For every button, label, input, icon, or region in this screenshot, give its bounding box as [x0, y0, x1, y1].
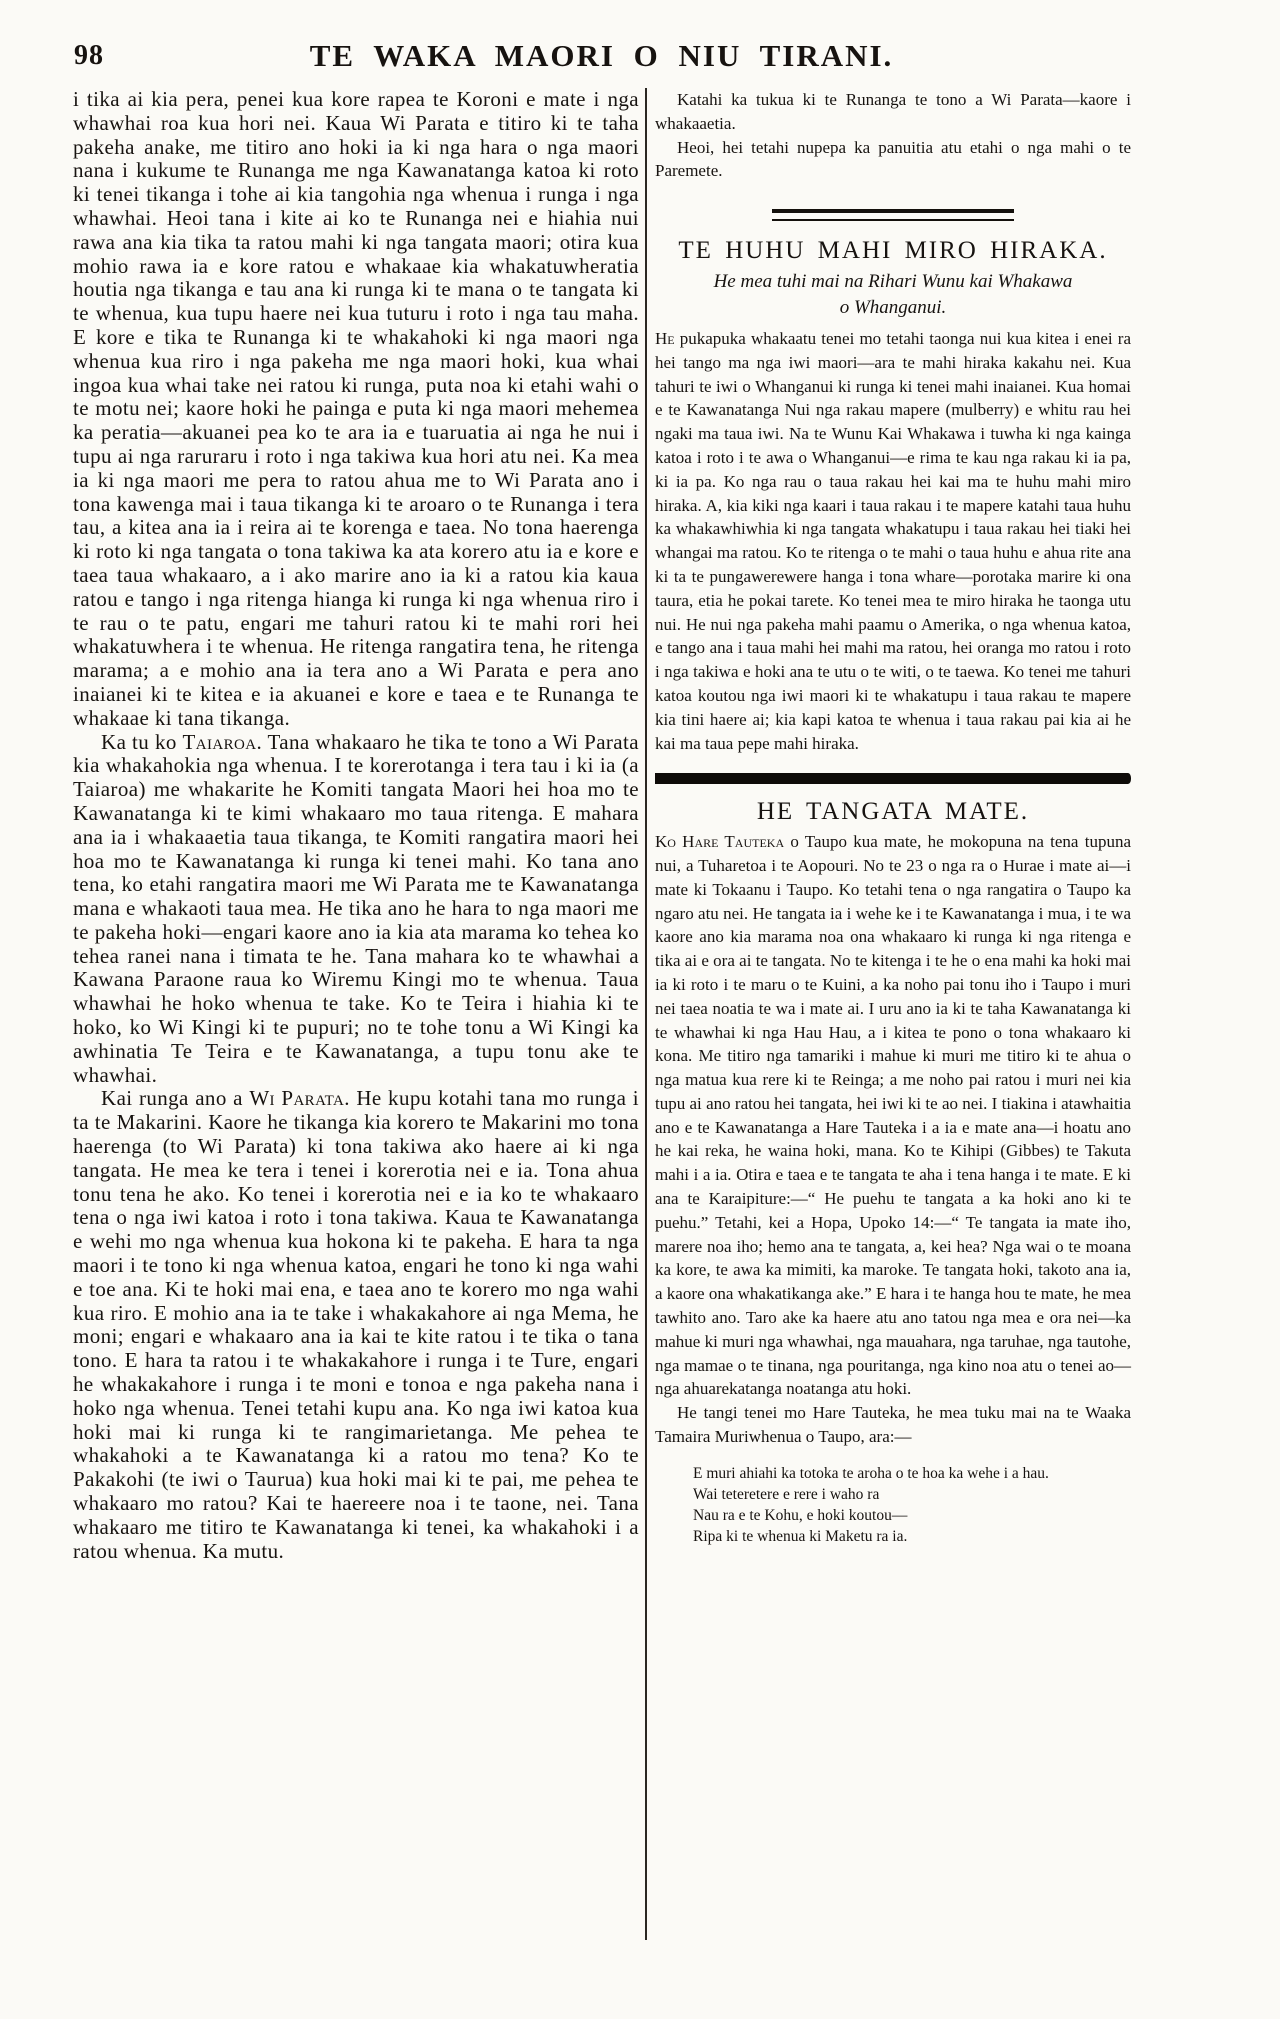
small-caps-name: Wi Parata — [249, 1086, 345, 1111]
paragraph — [655, 136, 1131, 184]
article-silkworm — [655, 239, 1131, 755]
text-run: Ka tu ko — [101, 729, 183, 754]
article-heading-obituary: HE TANGATA MATE. — [756, 798, 1030, 826]
verse-line: Nau ra e te Kohu, e hoki koutou— — [693, 1506, 908, 1524]
right-column — [655, 88, 1131, 1547]
thick-rule — [655, 773, 1131, 784]
paragraph — [655, 1401, 1131, 1449]
small-caps-name: Taiaroa — [182, 729, 257, 754]
verse-line: Ripa ki te whenua ki Maketu ra ia. — [693, 1527, 908, 1545]
lament-verse — [693, 1463, 1131, 1547]
text-run: . Tana whakaaro he tika te tono a Wi Parata kia whakahokia nga whenua. I te korerotanga i tera tau i ki ia (a Taiaroa) me whakarite he Komiti tangata Maori hei hoa mo te Kawanatanga ki te kimi whakaaro mo taua ritenga. E mahara ana ia i whakaaetia taua tikanga, te Komiti rangatira maori hei hoa mo te Kawanatanga ki runga ki tenei mahi. Ko tana ano tena, ko etahi rangatira maori me Wi Parata me te Kawanatanga mana e whakaoti taua mea. He tika ano he hara to nga maori me te pakeha hoki—engari kaore ano ia kia ata marama ko tehea ko tehea ranei nana i timata te he. Tana mahara ko te whawhai a Kawana Paraone raua ko Wiremu Kingi mo te whenua. Taua whawhai he hoko whenua te take. Ko te Teira i hiahia ki te hoko, ko Wi Kingi ki te pupuri; no te tohe tonu a Wi Kingi ka awhinatia Te Teira e te Kawanatanga, a tupu tonu ake te whawhai. — [73, 729, 639, 1087]
text-run: Katahi ka tukua ki te Runanga te tono a Wi Parata—kaore i whakaaetia. — [655, 90, 1131, 133]
byline-line-1: He mea tuhi mai na Rihari Wunu kai Whakawa — [713, 270, 1073, 292]
byline-line-2: o Whanganui. — [839, 296, 947, 318]
paragraph — [73, 88, 639, 731]
article-obituary-body — [655, 830, 1131, 1449]
masthead-title: TE WAKA MAORI O NIU TIRANI. — [309, 38, 894, 73]
paragraph — [655, 830, 1131, 1401]
paragraph — [655, 88, 1131, 136]
verse-line: E muri ahiahi ka totoka te aroha o te hoa ka wehe i a hau. — [693, 1464, 1049, 1482]
verse-line: Wai teteretere e rere i waho ra — [693, 1485, 880, 1503]
text-run: o Taupo kua mate, he mokopuna na tena tupuna nui, a Tuharetoa i te Aopouri. No te 23 o nga ra o Hurae i mate ai—i mate ki Tokaanu i Taupo. Ko tetahi tena o nga rangatira o Taupo ka ngaro atu nei. He tangata ia i wehe ke i te Kawanatanga i mua, i te wa kaore ano kia marama noa ona whakaaro ki runga ki nga ritenga e tika ai e ora ai te tangata. No te kitenga i te he o ena mahi ka hoki mai ia ki roto i te maru o te Kuini, a ka noho pai tonu iho i Taupo i muri nei taea noatia te wa i mate ai. I uru ano ia ki te taha Kawanatanga ki te whawhai ki nga Hau Hau, a i kitea te pono o tona whakaaro ki kona. Me titiro nga tamariki i mahue ki muri me titiro ki te ahua o nga matua kua rere ki te Reinga; a me noho pai ratou i muri nei kia tupu ai ano ratou hei tangata, hei iwi ki te ao nei. I tiakina i atawhaitia ano e te Kawanatanga a Hare Tauteka i a ia e mate ana—i hoatu ano he kai reka, he waina hoki, mana. Ko te Kihipi (Gibbes) te Takuta mahi i a ia. Otira e taea e te tangata te aha i tena hanga i te mate. E ki ana te Karaipiture:—“ He puehu te tangata a ka hoki ano ki te puehu.” Tetahi, kei a Hopa, Upoko 14:—“ Te tangata ia mate iho, marere noa iho; hemo ana te tangata, a, kei hea? Nga wai o te moana ka kore, te awa ka mimiti, ka maroke. Te tangata hoki, takoto ana ia, a kaore ona whakatikanga ake.” E hara i te hanga hou te mate, he mea tawhito ano. Taro ake ka haere atu ano tatou nga mea e ora nei—ka mahue ki muri nga whawhai, nga mauahara, nga taruhae, nga tautohe, nga mamae o te tinana, nga pouritanga, nga kino noa atu o tenei ao—nga ahuarekatanga noatanga atu hoki. — [655, 832, 1131, 1399]
text-run: pukapuka whakaatu tenei mo tetahi taonga nui kua kitea i enei ra hei tango ma nga iwi maori—ara te mahi hiraka kakahu nei. Kua tahuri te iwi o Whanganui ki runga ki tenei mahi inaianei. Kua homai e te Kawanatanga Nui nga rakau mapere (mulberry) e whitu rau hei ngaki ma taua iwi. Na te Wunu Kai Whakawa i tuwha ki nga kainga katoa i roto i te awa o Whanganui—e rima te kau nga rakau ki ia pa, ki ia pa. Ko nga rau o taua rakau hei kai ma te huhu mahi miro hiraka. A, kia kiki nga kaari i taua rakau i te mapere katahi taua huhu ka whakawhiwhia ki nga tangata whakatupu i taua rakau hei tiaki hei whangai ma ratou. Ko te ritenga o te mahi o taua huhu e ahua rite ana ki ta te pungawerewere hanga i tona whare—porotaka marire ki ona taura, etia he pokai tarete. Ko tenei mea te miro hiraka he taonga utu nui. He nui nga pakeha mahi paamu o Amerika, o nga whenua katoa, e tango ana i taua mahi hei mahi ma ratou, hei oranga mo ratou i roto i nga takiwa e hoki ana te utu o te witi, o te taewa. Ko tenei me tahuri katoa koutou nga iwi maori ki te whakatupu i taua rakau te mapere kia tini haere ai; kia kapi katoa te whenua i taua rakau pai kia ai he kai ma taua pepe mahi hiraka. — [655, 328, 1131, 753]
article-heading-silkworm: TE HUHU MAHI MIRO HIRAKA. — [678, 237, 1108, 265]
paragraph — [655, 327, 1131, 755]
double-rule — [772, 209, 1014, 221]
parliament-note — [655, 88, 1131, 183]
text-run: i tika ai kia pera, penei kua kore rapea te Koroni e mate i nga whawhai roa kua hori nei. Kaua Wi Parata e titiro ki te taha pakeha anake, me titiro ano hoki ia ki nga hara o nga maori nana i kukume te Runanga me nga Kawanatanga katoa ki roto ki tenei tikanga i tohe ai kia tangohia nga whenua i runga i nga whawhai. Heoi tana i kite ai ko te Runanga nei e hiahia nui rawa ana kia tika ta ratou mahi ki nga tangata maori; otira kua mohio rawa ia e kore ratou e whakaae kia whakatuwheratia houtia nga tikanga e tau ana ki runga ki te mana o te tangata ki te whenua, kua tupu haere nei kua tuturu i roto i nga tau maha. E kore e tika te Runanga ki te whakahoki ki nga maori nga whenua kua riro i nga pakeha me nga maori hoki, kua whai ingoa kua whai take nei ratou ki runga, puta noa ki etahi wahi o te motu nei; kaore hoki he painga e puta ki nga maori mehemea ka peratia—akuanei pea ko te ara ia e tuaruatia ai nga he nui i tupu ai nga raruraru i roto i nga takiwa kua hori atu nei. Ka mea ia ki nga maori me pera to ratou ahua me to Wi Parata ano i tona kawenga mai i taua tikanga ki te aroaro o te Runanga i tera tau, a kitea ana ia i reira ai te korenga e taea. No tona haerenga ki roto ki nga tangata o tona takiwa ka ata korero atu ia e kore e taea taua whakaaro, a i ako marire ano ia ki a ratou kia kaua ratou e tango i nga ritenga hianga ki runga ki nga whenua riro i te rau o te patu, engari me tahuri ratou ki te mahi rori hei whakatuwhera i te whenua. He ritenga rangatira tena, he ritenga marama; a e mohio ana ia tera ano a Wi Parata e pera ano inaianei ki te kitea e ia akuanei e kore e taea e te Runanga te whakaae ki tana tikanga. — [73, 87, 639, 730]
article-silkworm-body — [655, 327, 1131, 755]
small-caps-name: He — [655, 328, 675, 348]
paragraph — [73, 1087, 639, 1563]
article-obituary — [655, 800, 1131, 1547]
page-number: 98 — [74, 40, 104, 71]
text-run: . He kupu kotahi tana mo runga i ta te Makarini. Kaore he tikanga kia korero te Makarini mo tona haerenga (to Wi Parata) ki tona takiwa ako haere ai ki nga tangata. He mea ke tera i tenei i korerotia nei e ia. Tona ahua tonu tena he ako. Ko tenei i korerotia nei e ia ko te whakaaro tena o nga iwi katoa i roto i tona takiwa. Kaua te Kawanatanga e wehi mo nga whenua kua hokona ki te pakeha. E hara ta nga maori i te tono ki nga whenua katoa, engari he tono ki nga wahi e toe ana. Ki te hoki mai ena, e taea ano te korero mo nga wahi kua riro. E mohio ana ia te take i whakakahore ai nga Mema, he moni; engari e whakaaro ana ia kai te kite ratou i te tika o tana tono. E hara ta ratou i te whakakahore i runga i te Ture, engari he whakakahore i runga i te moni e tonoa e nga pakeha nana i hoko nga whenua. Tenei tetahi kupu ana. Ko nga iwi katoa kua hoki mai ki runga ki te rangimarietanga. Me pehea te whakahoki a te Kawanatanga ki a ratou mo tena? Ko te Pakakohi (te iwi o Taurua) kua hoki mai ki te pai, me pehea te whakaaro mo ratou? Kai te haereere noa i te taone, nei. Tana whakaaro me titiro te Kawanatanga ki tenei, ka whakahoki i a ratou whenua. Ka mutu. — [73, 1086, 639, 1563]
text-run: Heoi, hei tetahi nupepa ka panuitia atu etahi o nga mahi o te Paremete. — [655, 137, 1131, 181]
text-run: He tangi tenei mo Hare Tauteka, he mea tuku mai na te Waaka Tamaira Muriwhenua o Taupo, ara:— — [655, 1403, 1131, 1447]
column-divider — [645, 88, 647, 1940]
left-column — [73, 88, 639, 1563]
text-run: Kai runga ano a — [101, 1086, 250, 1111]
article-byline — [655, 269, 1131, 321]
small-caps-name: Ko Hare Tauteka — [655, 832, 785, 852]
paragraph — [73, 731, 639, 1088]
